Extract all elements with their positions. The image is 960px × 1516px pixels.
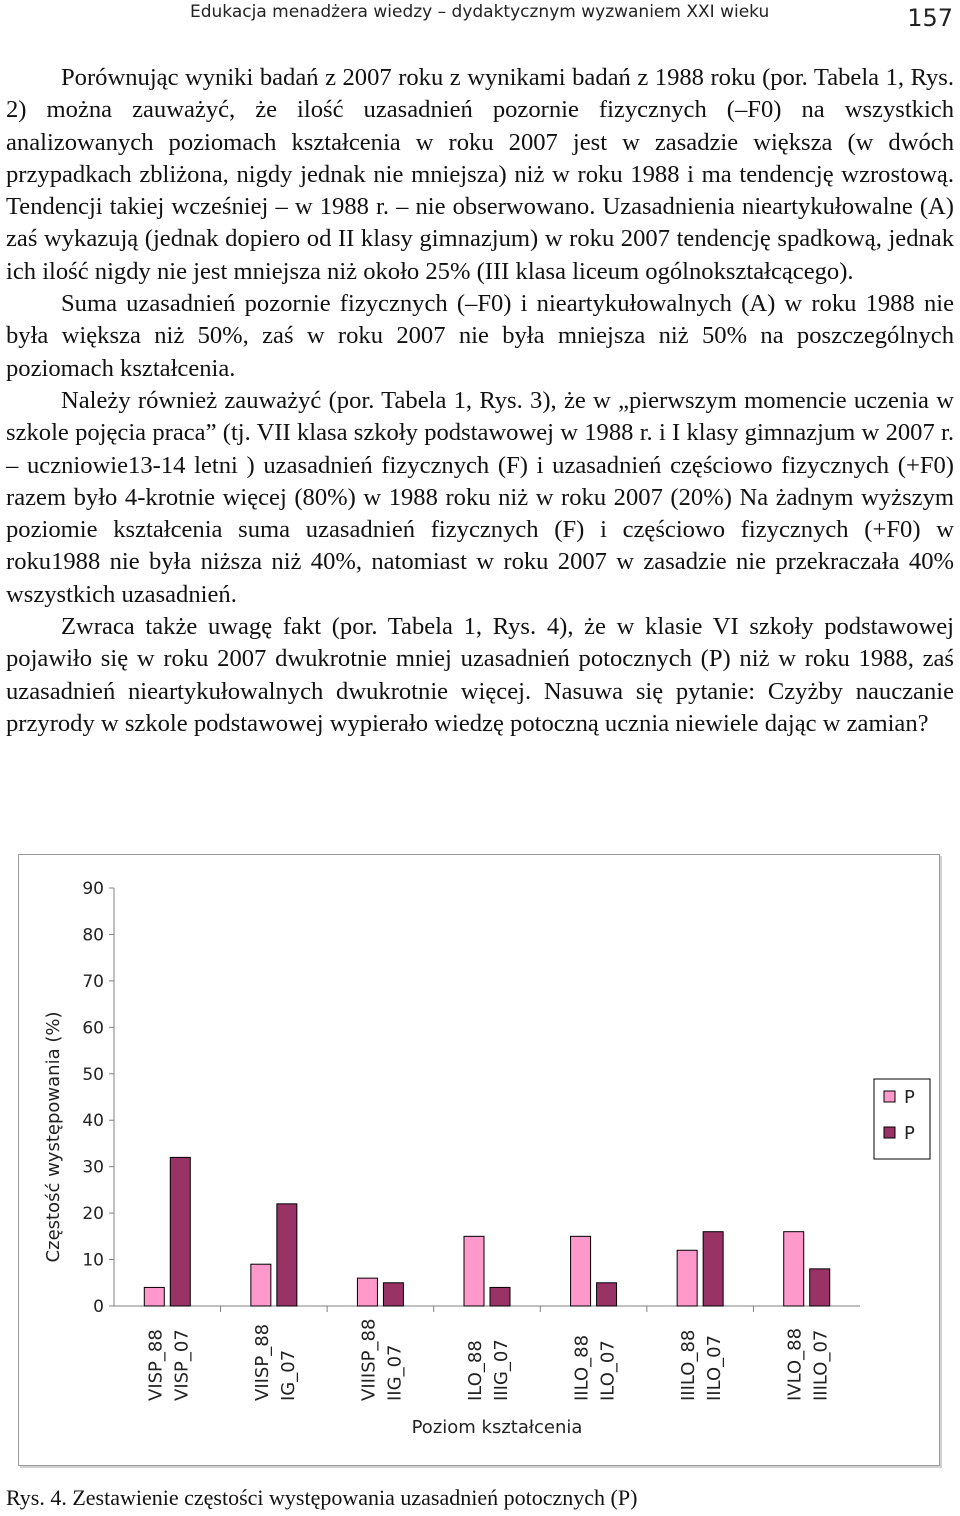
legend-swatch xyxy=(884,1091,895,1102)
y-axis-title: Częstość występowania (%) xyxy=(43,1011,64,1263)
x-tick-label: IG_07 xyxy=(277,1349,299,1401)
paragraph: Porównując wyniki badań z 2007 roku z wynikami badań z 1988 roku (por. Tabela 1, Rys. 2) można zauważyć, że ilość uzasadnień pozornie fizycznych (–F0) na wszystkich analizowanych poziomach kształcenia w roku 2007 jest w zasadzie większa (w dwóch przypadkach zbliżona, nigdy jednak nie mniejsza) niż w roku 1988 i ma tendencję wzrostową. Tendencji takiej wcześniej – w 1988 r. – nie obserwowano. Uzasadnienia nieartykułowalne (A) zaś wykazują (jednak dopiero od II klasy gimnazjum) w roku 2007 tendencję spadkową, jednak ich ilość nigdy nie jest mniejsza niż około 25% (III klasa liceum ogólnokształcącego). xyxy=(6,64,954,285)
y-tick-label: 80 xyxy=(82,925,104,946)
y-tick-label: 10 xyxy=(82,1250,104,1271)
x-tick-label: IILO_07 xyxy=(704,1334,726,1401)
bar xyxy=(571,1236,591,1306)
legend-label: P xyxy=(904,1123,915,1144)
y-tick-label: 70 xyxy=(82,971,104,992)
y-tick-label: 20 xyxy=(82,1204,104,1225)
bar xyxy=(703,1232,723,1306)
y-tick-label: 50 xyxy=(82,1064,104,1085)
bar xyxy=(144,1287,164,1306)
legend-label: P xyxy=(904,1087,915,1108)
x-tick-label: VISP_07 xyxy=(171,1329,193,1401)
bar xyxy=(277,1204,297,1306)
x-axis-title: Poziom kształcenia xyxy=(411,1417,583,1438)
bar xyxy=(597,1283,617,1306)
x-tick-label: VISP_88 xyxy=(145,1329,167,1401)
x-tick-label: IILO_88 xyxy=(571,1334,593,1401)
paragraph: Suma uzasadnień pozornie fizycznych (–F0) i nieartykułowalnych (A) w roku 1988 nie była większa niż 50%, zaś w roku 2007 nie była mniejsza niż 50% na poszczególnych poziomach kształcenia. xyxy=(6,290,954,382)
x-tick-label: ILO_88 xyxy=(465,1340,486,1401)
y-tick-label: 40 xyxy=(82,1111,104,1132)
x-tick-label: IVLO_88 xyxy=(784,1327,806,1401)
x-tick-label: IIILO_07 xyxy=(810,1329,832,1401)
bar xyxy=(490,1287,510,1306)
y-tick-label: 60 xyxy=(82,1018,104,1039)
page-number: 157 xyxy=(907,4,953,32)
bar xyxy=(383,1283,403,1306)
bar-chart-frame xyxy=(18,854,940,1466)
running-header: Edukacja menadżera wiedzy – dydaktycznym wyzwaniem XXI wieku xyxy=(190,2,770,22)
body-text xyxy=(6,62,954,740)
x-tick-label: IIILO_88 xyxy=(678,1329,700,1401)
bar xyxy=(677,1250,697,1306)
figure-caption: Rys. 4. Zestawienie częstości występowania uzasadnień potocznych (P) xyxy=(6,1485,638,1510)
y-tick-label: 0 xyxy=(93,1297,104,1317)
bar-chart xyxy=(19,855,939,1465)
x-tick-label: IIIG_07 xyxy=(491,1339,512,1401)
paragraph: Zwraca także uwagę fakt (por. Tabela 1, Rys. 4), że w klasie VI szkoły podstawowej pojawiło się w roku 2007 dwukrotnie mniej uzasadnień potocznych (P) niż w roku 1988, zaś uzasadnień nieartykułowalnych dwukrotnie więcej. Nasuwa się pytanie: Czyżby nauczanie przyrody w szkole podstawowej wypierało wiedzę potoczną ucznia niewiele dając w zamian? xyxy=(6,613,954,737)
legend-box xyxy=(874,1079,930,1159)
y-tick-label: 30 xyxy=(82,1157,104,1178)
bar xyxy=(810,1269,830,1306)
bar xyxy=(251,1264,271,1306)
legend-swatch xyxy=(884,1127,895,1138)
y-tick-label: 90 xyxy=(82,879,104,899)
paragraph: Należy również zauważyć (por. Tabela 1, Rys. 3), że w „pierwszym momencie uczenia w szkole pojęcia praca” (tj. VII klasa szkoły podstawowej w 1988 r. i I klasy gimnazjum w 2007 r. – uczniowie13-14 letni ) uzasadnień fizycznych (F) i uzasadnień częściowo fizycznych (+F0) razem było 4-krotnie więcej (80%) w 1988 roku niż w roku 2007 (20%) Na żadnym wyższym poziomie kształcenia suma uzasadnień fizycznych (F) i częściowo fizycznych (+F0) w roku1988 nie była niższa niż 40%, natomiast w roku 2007 w zasadzie nie przekraczała 40% wszystkich uzasadnień. xyxy=(6,386,954,608)
bar xyxy=(784,1232,804,1306)
x-tick-label: ILO_07 xyxy=(597,1340,619,1401)
bar xyxy=(170,1157,190,1306)
x-tick-label: VIIISP_88 xyxy=(358,1318,380,1401)
bar xyxy=(464,1236,484,1306)
x-tick-label: IIG_07 xyxy=(384,1344,406,1401)
bar xyxy=(357,1278,377,1306)
x-tick-label: VIISP_88 xyxy=(251,1323,273,1401)
